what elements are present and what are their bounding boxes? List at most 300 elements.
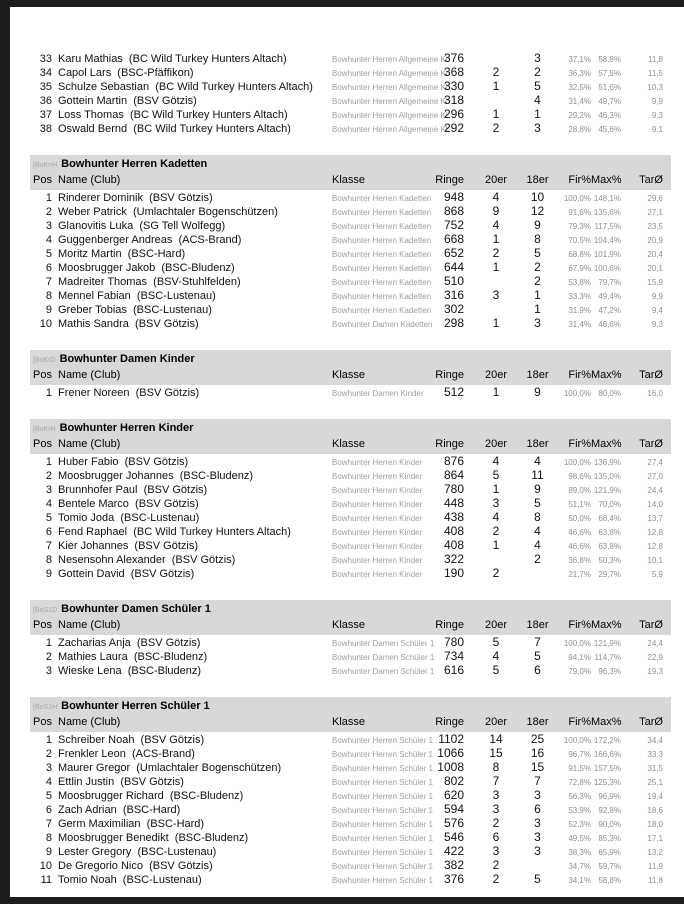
- cell-max: 59,7%: [598, 862, 621, 871]
- cell-name: Ettlin Justin (BSV Götzis): [58, 776, 184, 788]
- col-max: Max%: [591, 716, 622, 728]
- cell-klasse: Bowhunter Herren Kadetten: [332, 264, 432, 273]
- cell-klasse: Bowhunter Herren Kadetten: [332, 278, 432, 287]
- cell-18er: 3: [534, 316, 541, 330]
- cell-pos: 3: [45, 484, 52, 496]
- cell-fir: 70,5%: [568, 236, 591, 245]
- cell-klasse: Bowhunter Herren Kadetten: [332, 222, 432, 231]
- cell-ringe: 330: [443, 79, 464, 93]
- cell-max: 46,3%: [598, 111, 621, 120]
- cell-pos: 35: [39, 81, 52, 93]
- cell-pos: 5: [45, 248, 52, 260]
- cell-18er: 9: [534, 218, 541, 232]
- col-20er: 20er: [484, 369, 508, 381]
- cell-max: 172,2%: [593, 736, 621, 745]
- cell-name: Capol Lars (BSC-Pfäffikon): [58, 67, 194, 79]
- cell-fir: 100,0%: [563, 736, 591, 745]
- cell-18er: 3: [534, 816, 541, 830]
- cell-klasse: Bowhunter Herren Allgemeine Kl: [332, 69, 448, 78]
- table-row: [30, 51, 671, 65]
- cell-name: Frenkler Leon (ACS-Brand): [58, 748, 195, 760]
- cell-18er: 6: [534, 663, 541, 677]
- class-code-tag: [BoS1D: [33, 607, 58, 614]
- cell-klasse: Bowhunter Herren Schüler 1: [332, 806, 433, 815]
- cell-klasse: Bowhunter Herren Allgemeine Kl: [332, 125, 448, 134]
- cell-ringe: 652: [443, 246, 464, 260]
- table-row: [30, 121, 671, 135]
- col-pos: Pos: [33, 369, 52, 381]
- cell-18er: 4: [534, 524, 541, 538]
- cell-klasse: Bowhunter Herren Kinder: [332, 542, 423, 551]
- cell-name: Kier Johannes (BSV Götzis): [58, 540, 199, 552]
- table-row: [30, 635, 671, 649]
- cell-max: 29,7%: [598, 570, 621, 579]
- table-row: [30, 760, 671, 774]
- cell-klasse: Bowhunter Herren Schüler 1: [332, 848, 433, 857]
- cell-pos: 2: [45, 748, 52, 760]
- table-row: [30, 788, 671, 802]
- cell-klasse: Bowhunter Herren Kadetten: [332, 250, 432, 259]
- table-row: [30, 858, 671, 872]
- class-code-tag: [BoKrH: [33, 426, 56, 433]
- cell-ringe: 1066: [437, 746, 464, 760]
- cell-ringe: 644: [443, 260, 464, 274]
- cell-18er: 5: [534, 496, 541, 510]
- cell-20er: 1: [492, 260, 500, 274]
- cell-20er: 9: [492, 204, 500, 218]
- col-pos: Pos: [33, 716, 52, 728]
- section-title: Bowhunter Damen Kinder: [59, 353, 195, 365]
- cell-tar: 27,1: [647, 208, 663, 217]
- section-header: [30, 155, 671, 190]
- cell-max: 96,3%: [598, 667, 621, 676]
- cell-name: Moosbrugger Benedikt (BSC-Bludenz): [58, 832, 249, 844]
- col-20er: 20er: [484, 619, 508, 631]
- cell-ringe: 752: [443, 218, 464, 232]
- cell-fir: 34,7%: [568, 862, 591, 871]
- cell-klasse: Bowhunter Herren Kinder: [332, 570, 423, 579]
- cell-18er: 16: [530, 746, 545, 760]
- cell-18er: 2: [534, 260, 541, 274]
- cell-20er: 2: [492, 246, 500, 260]
- cell-pos: 5: [45, 790, 52, 802]
- cell-ringe: 864: [443, 468, 464, 482]
- cell-pos: 1: [45, 734, 52, 746]
- cell-pos: 10: [39, 860, 52, 872]
- col-18er: 18er: [526, 174, 549, 186]
- cell-tar: 19,4: [647, 792, 663, 801]
- table-row: [30, 302, 671, 316]
- cell-max: 49,7%: [598, 97, 621, 106]
- cell-20er: 6: [492, 830, 500, 844]
- cell-max: 101,9%: [593, 250, 621, 259]
- cell-18er: 4: [534, 454, 541, 468]
- table-row: [30, 510, 671, 524]
- cell-max: 79,7%: [598, 278, 621, 287]
- cell-pos: 1: [45, 456, 52, 468]
- col-20er: 20er: [484, 174, 508, 186]
- cell-tar: 20,9: [647, 236, 663, 245]
- cell-pos: 10: [39, 318, 52, 330]
- col-18er: 18er: [526, 369, 549, 381]
- section-title-line: [30, 699, 671, 714]
- cell-tar: 20,4: [647, 250, 663, 259]
- cell-name: Schulze Sebastian (BC Wild Turkey Hunters Altach): [58, 81, 313, 93]
- cell-klasse: Bowhunter Herren Kinder: [332, 500, 423, 509]
- cell-klasse: Bowhunter Herren Kinder: [332, 556, 423, 565]
- table-row: [30, 538, 671, 552]
- section-title: Bowhunter Herren Schüler 1: [61, 700, 210, 712]
- col-20er: 20er: [484, 438, 508, 450]
- cell-ringe: 408: [443, 538, 464, 552]
- cell-name: De Gregorio Nico (BSV Götzis): [58, 860, 213, 872]
- cell-tar: 18,6: [647, 806, 663, 815]
- table-row: [30, 190, 671, 204]
- cell-pos: 9: [45, 846, 52, 858]
- cell-name: Huber Fabio (BSV Götzis): [58, 456, 189, 468]
- cell-tar: 16,0: [647, 389, 663, 398]
- cell-name: Lester Gregory (BSC-Lustenau): [58, 846, 217, 858]
- col-ringe: Ringe: [435, 369, 464, 381]
- cell-klasse: Bowhunter Herren Allgemeine Kl: [332, 111, 448, 120]
- cell-pos: 34: [39, 67, 52, 79]
- cell-klasse: Bowhunter Herren Kinder: [332, 486, 423, 495]
- cell-ringe: 448: [443, 496, 464, 510]
- cell-max: 121,9%: [593, 486, 621, 495]
- cell-tar: 9,9: [651, 97, 663, 106]
- cell-tar: 22,9: [647, 653, 663, 662]
- cell-klasse: Bowhunter Herren Schüler 1: [332, 876, 433, 885]
- table-row: [30, 482, 671, 496]
- cell-name: Frener Noreen (BSV Götzis): [58, 387, 200, 399]
- cell-20er: 3: [492, 844, 500, 858]
- cell-name: Mennel Fabian (BSC-Lustenau): [58, 290, 216, 302]
- cell-pos: 3: [45, 665, 52, 677]
- cell-klasse: Bowhunter Herren Schüler 1: [332, 750, 433, 759]
- cell-18er: 2: [534, 274, 541, 288]
- cell-20er: 1: [492, 385, 500, 399]
- cell-20er: 1: [492, 232, 500, 246]
- cell-fir: 52,3%: [568, 820, 591, 829]
- table-row: [30, 649, 671, 663]
- cell-tar: 18,0: [647, 820, 663, 829]
- column-header-row: [30, 436, 671, 452]
- table-row: [30, 274, 671, 288]
- section-header: [30, 600, 671, 635]
- cell-fir: 53,9%: [568, 806, 591, 815]
- cell-fir: 36,3%: [568, 69, 591, 78]
- cell-18er: 9: [534, 385, 541, 399]
- cell-fir: 37,1%: [568, 55, 591, 64]
- col-max: Max%: [591, 438, 622, 450]
- cell-18er: 8: [534, 510, 541, 524]
- col-fir: Fir%: [568, 369, 591, 381]
- cell-20er: 14: [489, 732, 503, 746]
- cell-klasse: Bowhunter Herren Kinder: [332, 514, 423, 523]
- table-row: [30, 746, 671, 760]
- table-row: [30, 454, 671, 468]
- cell-pos: 4: [45, 234, 52, 246]
- cell-max: 117,5%: [594, 222, 621, 231]
- cell-fir: 91,5%: [568, 764, 591, 773]
- table-row: [30, 468, 671, 482]
- cell-ringe: 1008: [437, 760, 464, 774]
- cell-name: Gottein David (BSV Götzis): [58, 568, 195, 580]
- cell-20er: 5: [492, 468, 500, 482]
- cell-ringe: 408: [443, 524, 464, 538]
- cell-fir: 96,7%: [568, 750, 591, 759]
- cell-tar: 29,6: [647, 194, 663, 203]
- cell-name: Nesensohn Alexander (BSV Götzis): [58, 554, 236, 566]
- cell-max: 68,4%: [598, 514, 621, 523]
- cell-name: Tomio Noah (BSC-Lustenau): [58, 874, 202, 886]
- cell-ringe: 594: [443, 802, 464, 816]
- cell-max: 51,6%: [598, 83, 621, 92]
- cell-max: 58,8%: [598, 876, 621, 885]
- cell-20er: 4: [492, 510, 500, 524]
- cell-tar: 23,5: [647, 222, 663, 231]
- cell-pos: 38: [39, 123, 52, 135]
- cell-name: Oswald Bernd (BC Wild Turkey Hunters Altach): [58, 123, 291, 135]
- cell-18er: 5: [534, 79, 541, 93]
- cell-ringe: 734: [443, 649, 464, 663]
- cell-klasse: Bowhunter Herren Allgemeine Kl: [332, 55, 448, 64]
- cell-max: 114,7%: [594, 653, 621, 662]
- col-name: Name (Club): [58, 369, 121, 381]
- table-row: [30, 496, 671, 510]
- cell-fir: 31,4%: [568, 320, 591, 329]
- table-row: [30, 204, 671, 218]
- cell-name: Rinderer Dominik (BSV Götzis): [58, 192, 213, 204]
- cell-20er: 2: [492, 872, 500, 886]
- cell-ringe: 668: [443, 232, 464, 246]
- col-klasse: Klasse: [332, 716, 366, 728]
- cell-18er: 3: [534, 830, 541, 844]
- cell-name: Madreiter Thomas (BSV-Stuhlfelden): [58, 276, 241, 288]
- cell-20er: 3: [492, 802, 500, 816]
- cell-klasse: Bowhunter Herren Schüler 1: [332, 764, 433, 773]
- cell-name: Moosbrugger Richard (BSC-Bludenz): [58, 790, 244, 802]
- cell-20er: 1: [492, 79, 500, 93]
- table-row: [30, 844, 671, 858]
- cell-name: Bentele Marco (BSV Götzis): [58, 498, 199, 510]
- cell-fir: 53,8%: [568, 278, 591, 287]
- table-row: [30, 65, 671, 79]
- cell-18er: 4: [534, 93, 541, 107]
- cell-max: 63,8%: [598, 528, 621, 537]
- cell-20er: 5: [492, 663, 500, 677]
- cell-fir: 51,1%: [568, 500, 591, 509]
- cell-tar: 9,3: [651, 320, 663, 329]
- cell-klasse: Bowhunter Herren Kinder: [332, 458, 423, 467]
- table-row: [30, 93, 671, 107]
- cell-fir: 21,7%: [568, 570, 591, 579]
- cell-pos: 2: [45, 651, 52, 663]
- cell-klasse: Bowhunter Herren Schüler 1: [332, 834, 433, 843]
- cell-fir: 79,3%: [568, 222, 591, 231]
- cell-name: Fend Raphael (BC Wild Turkey Hunters Altach): [58, 526, 291, 538]
- cell-18er: 3: [534, 51, 541, 65]
- column-header-row: [30, 367, 671, 383]
- result-section: [30, 155, 671, 330]
- cell-max: 135,6%: [593, 208, 621, 217]
- cell-ringe: 316: [443, 288, 464, 302]
- cell-18er: 1: [534, 302, 541, 316]
- cell-klasse: Bowhunter Herren Schüler 1: [332, 862, 433, 871]
- result-section: [30, 697, 671, 886]
- cell-fir: 38,3%: [568, 848, 591, 857]
- class-code-tag: [BoKrD: [33, 357, 56, 364]
- cell-20er: 4: [492, 190, 500, 204]
- cell-pos: 9: [45, 304, 52, 316]
- cell-ringe: 382: [443, 858, 464, 872]
- cell-pos: 3: [45, 220, 52, 232]
- cell-max: 50,3%: [598, 556, 621, 565]
- col-name: Name (Club): [58, 174, 121, 186]
- cell-18er: 3: [534, 788, 541, 802]
- cell-name: Gottein Martin (BSV Götzis): [58, 95, 197, 107]
- section-header: [30, 419, 671, 454]
- result-section: [30, 419, 671, 580]
- column-header-row: [30, 172, 671, 188]
- cell-ringe: 876: [443, 454, 464, 468]
- cell-tar: 12,8: [647, 542, 663, 551]
- col-tar: TarØ: [639, 369, 663, 381]
- cell-klasse: Bowhunter Damen Schüler 1: [332, 667, 435, 676]
- cell-name: Moosbrugger Jakob (BSC-Bludenz): [58, 262, 235, 274]
- cell-tar: 10,1: [647, 556, 663, 565]
- cell-fir: 33,3%: [568, 292, 591, 301]
- cell-max: 70,0%: [598, 500, 621, 509]
- section-title-line: [30, 602, 671, 617]
- cell-20er: 3: [492, 496, 500, 510]
- cell-max: 65,9%: [598, 848, 621, 857]
- cell-klasse: Bowhunter Herren Allgemeine Kl: [332, 97, 448, 106]
- cell-klasse: Bowhunter Herren Schüler 1: [332, 778, 433, 787]
- section-title: Bowhunter Damen Schüler 1: [61, 603, 211, 615]
- section-header: [30, 697, 671, 732]
- cell-tar: 11,8: [648, 876, 663, 885]
- section-title-line: [30, 352, 671, 367]
- cell-fir: 34,1%: [568, 876, 591, 885]
- col-klasse: Klasse: [332, 438, 366, 450]
- cell-18er: 8: [534, 232, 541, 246]
- cell-tar: 34,4: [647, 736, 663, 745]
- col-pos: Pos: [33, 438, 52, 450]
- table-row: [30, 816, 671, 830]
- cell-20er: 2: [492, 65, 500, 79]
- cell-fir: 46,6%: [568, 528, 591, 537]
- results-list: [10, 7, 671, 886]
- cell-tar: 20,1: [647, 264, 663, 273]
- cell-ringe: 368: [443, 65, 464, 79]
- cell-pos: 1: [45, 637, 52, 649]
- cell-klasse: Bowhunter Herren Schüler 1: [332, 820, 433, 829]
- column-header-row: [30, 617, 671, 633]
- cell-max: 135,0%: [593, 472, 621, 481]
- section-title: Bowhunter Herren Kadetten: [61, 158, 208, 170]
- cell-name: Zach Adrian (BSC-Hard): [58, 804, 181, 816]
- section-header: [30, 350, 671, 385]
- col-max: Max%: [591, 174, 622, 186]
- cell-pos: 8: [45, 554, 52, 566]
- col-ringe: Ringe: [435, 716, 464, 728]
- col-max: Max%: [591, 619, 622, 631]
- cell-fir: 91,6%: [568, 208, 591, 217]
- cell-tar: 11,8: [648, 55, 663, 64]
- cell-pos: 3: [45, 762, 52, 774]
- cell-fir: 89,0%: [568, 486, 591, 495]
- cell-max: 85,3%: [598, 834, 621, 843]
- cell-18er: 7: [534, 774, 541, 788]
- col-ringe: Ringe: [435, 438, 464, 450]
- col-klasse: Klasse: [332, 619, 366, 631]
- cell-ringe: 376: [443, 51, 464, 65]
- cell-fir: 68,8%: [568, 250, 591, 259]
- cell-klasse: Bowhunter Herren Kadetten: [332, 194, 432, 203]
- table-row: [30, 802, 671, 816]
- cell-klasse: Bowhunter Herren Kinder: [332, 472, 423, 481]
- section-title-line: [30, 157, 671, 172]
- cell-max: 45,6%: [598, 125, 621, 134]
- table-row: [30, 385, 671, 399]
- cell-klasse: Bowhunter Herren Allgemeine Kl: [332, 83, 448, 92]
- col-ringe: Ringe: [435, 174, 464, 186]
- cell-klasse: Bowhunter Herren Schüler 1: [332, 736, 433, 745]
- cell-20er: 3: [492, 788, 500, 802]
- cell-tar: 14,0: [647, 500, 663, 509]
- cell-tar: 12,8: [647, 528, 663, 537]
- cell-pos: 33: [39, 53, 52, 65]
- table-row: [30, 107, 671, 121]
- class-code-tag: [BoKnH: [33, 162, 58, 169]
- cell-tar: 9,3: [651, 111, 663, 120]
- result-section: [30, 600, 671, 677]
- cell-20er: 4: [492, 454, 500, 468]
- cell-fir: 79,0%: [568, 667, 591, 676]
- cell-fir: 100,0%: [563, 194, 591, 203]
- col-name: Name (Club): [58, 438, 121, 450]
- table-row: [30, 552, 671, 566]
- cell-name: Zacharias Anja (BSV Götzis): [58, 637, 201, 649]
- cell-ringe: 510: [443, 274, 464, 288]
- cell-name: Mathis Sandra (BSV Götzis): [58, 318, 199, 330]
- cell-name: Weber Patrick (Umlachtaler Bogenschützen): [58, 206, 278, 218]
- cell-20er: 4: [492, 649, 500, 663]
- cell-pos: 37: [39, 109, 52, 121]
- cell-klasse: Bowhunter Herren Kadetten: [332, 292, 432, 301]
- cell-klasse: Bowhunter Damen Schüler 1: [332, 653, 435, 662]
- cell-name: Glanovitis Luka (SG Tell Wolfegg): [58, 220, 226, 232]
- cell-max: 96,9%: [598, 792, 621, 801]
- cell-pos: 8: [45, 290, 52, 302]
- cell-20er: 1: [492, 538, 500, 552]
- cell-pos: 2: [45, 470, 52, 482]
- cell-ringe: 780: [443, 635, 464, 649]
- cell-18er: 3: [534, 844, 541, 858]
- cell-max: 58,8%: [598, 55, 621, 64]
- table-row: [30, 663, 671, 677]
- cell-max: 166,6%: [593, 750, 621, 759]
- cell-18er: 9: [534, 482, 541, 496]
- cell-18er: 7: [534, 635, 541, 649]
- cell-tar: 13,2: [647, 848, 663, 857]
- cell-ringe: 512: [443, 385, 464, 399]
- table-row: [30, 830, 671, 844]
- col-tar: TarØ: [639, 438, 663, 450]
- cell-18er: 5: [534, 649, 541, 663]
- cell-20er: 2: [492, 524, 500, 538]
